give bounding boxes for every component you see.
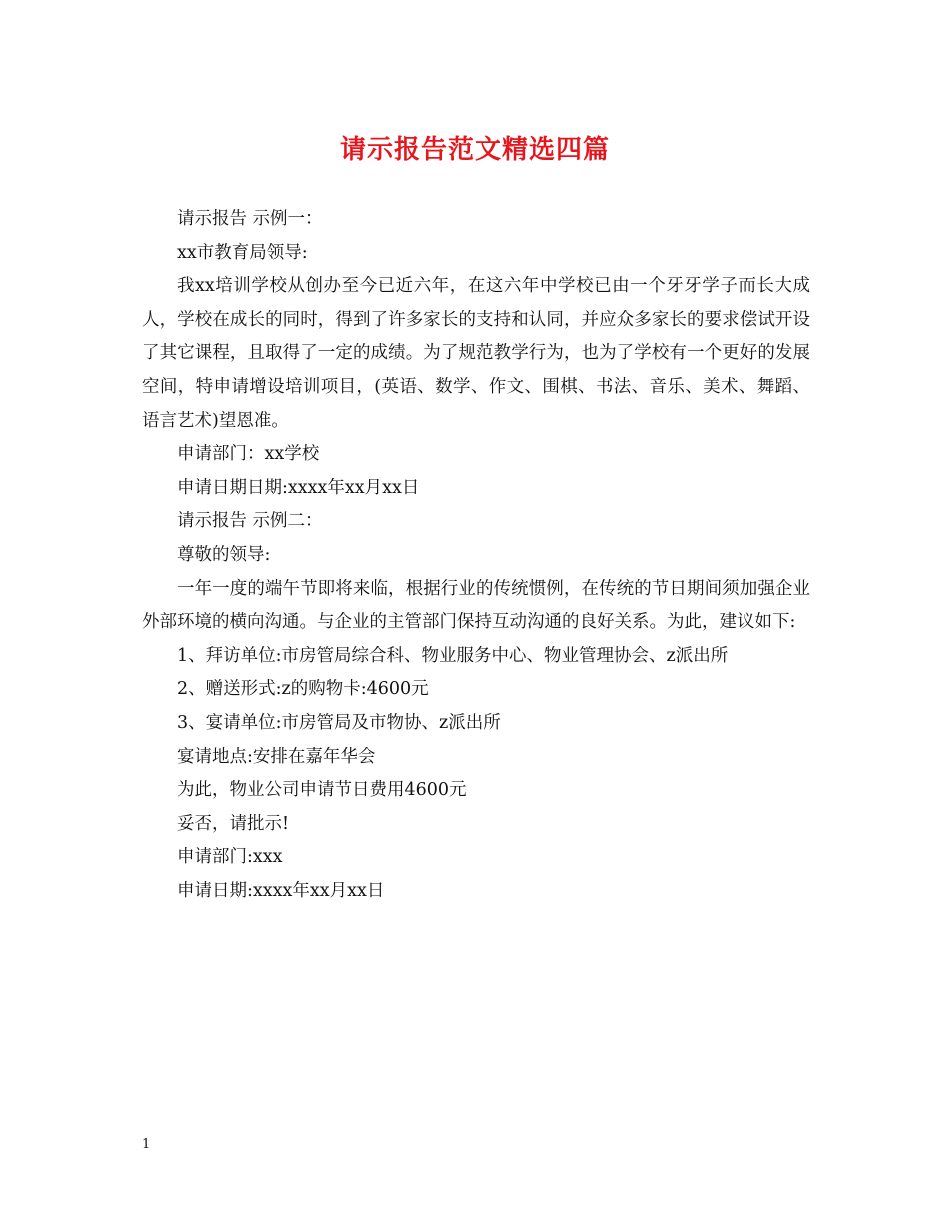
application-date-1: 申请日期日期:xxxx年xx月xx日 [177,477,420,498]
approval-request: 妥否，请批示! [177,813,290,834]
document-body [142,203,810,908]
banquet-location: 宴请地点:安排在嘉年华会 [177,746,376,767]
document-title: 请示报告范文精选四篇 [339,135,610,165]
expense-request: 为此，物业公司申请节日费用4600元 [177,780,467,801]
list-item-banquet: 3、宴请单位:市房管局及市物协、z派出所 [177,712,501,733]
applicant-department-1: 申请部门：xx学校 [177,444,320,465]
application-date-2: 申请日期:xxxx年xx月xx日 [177,880,385,901]
body-paragraph-1: 我xx培训学校从创办至今已近六年，在这六年中学校已由一个牙牙学子而长大成人，学校在成长的同时，得到了许多家长的支持和认同，并应众多家长的要求偿试开设了其它课程，且取得了一定的成绩。为了规范教学行为，也为了学校有一个更好的发展空间，特申请增设培训项目，(英语、数学、作文、围棋、书法、音乐、美术、舞蹈、语言艺术)望恩准。 [142,276,810,431]
applicant-department-2: 申请部门:xxx [177,847,283,868]
list-item-gift: 2、赠送形式:z的购物卡:4600元 [177,679,429,700]
page-number: 1 [142,1137,151,1152]
section-heading-example-1: 请示报告 示例一： [177,209,323,229]
list-item-visit: 1、拜访单位:市房管局综合科、物业服务中心、物业管理协会、z派出所 [177,645,729,666]
salutation-1: xx市教育局领导: [177,242,308,263]
salutation-2: 尊敬的领导: [177,544,271,565]
body-paragraph-2: 一年一度的端午节即将来临，根据行业的传统惯例，在传统的节日期间须加强企业外部环境的横向沟通。与企业的主管部门保持互动沟通的良好关系。为此，建议如下: [142,578,810,633]
section-heading-example-2: 请示报告 示例二： [177,511,323,532]
